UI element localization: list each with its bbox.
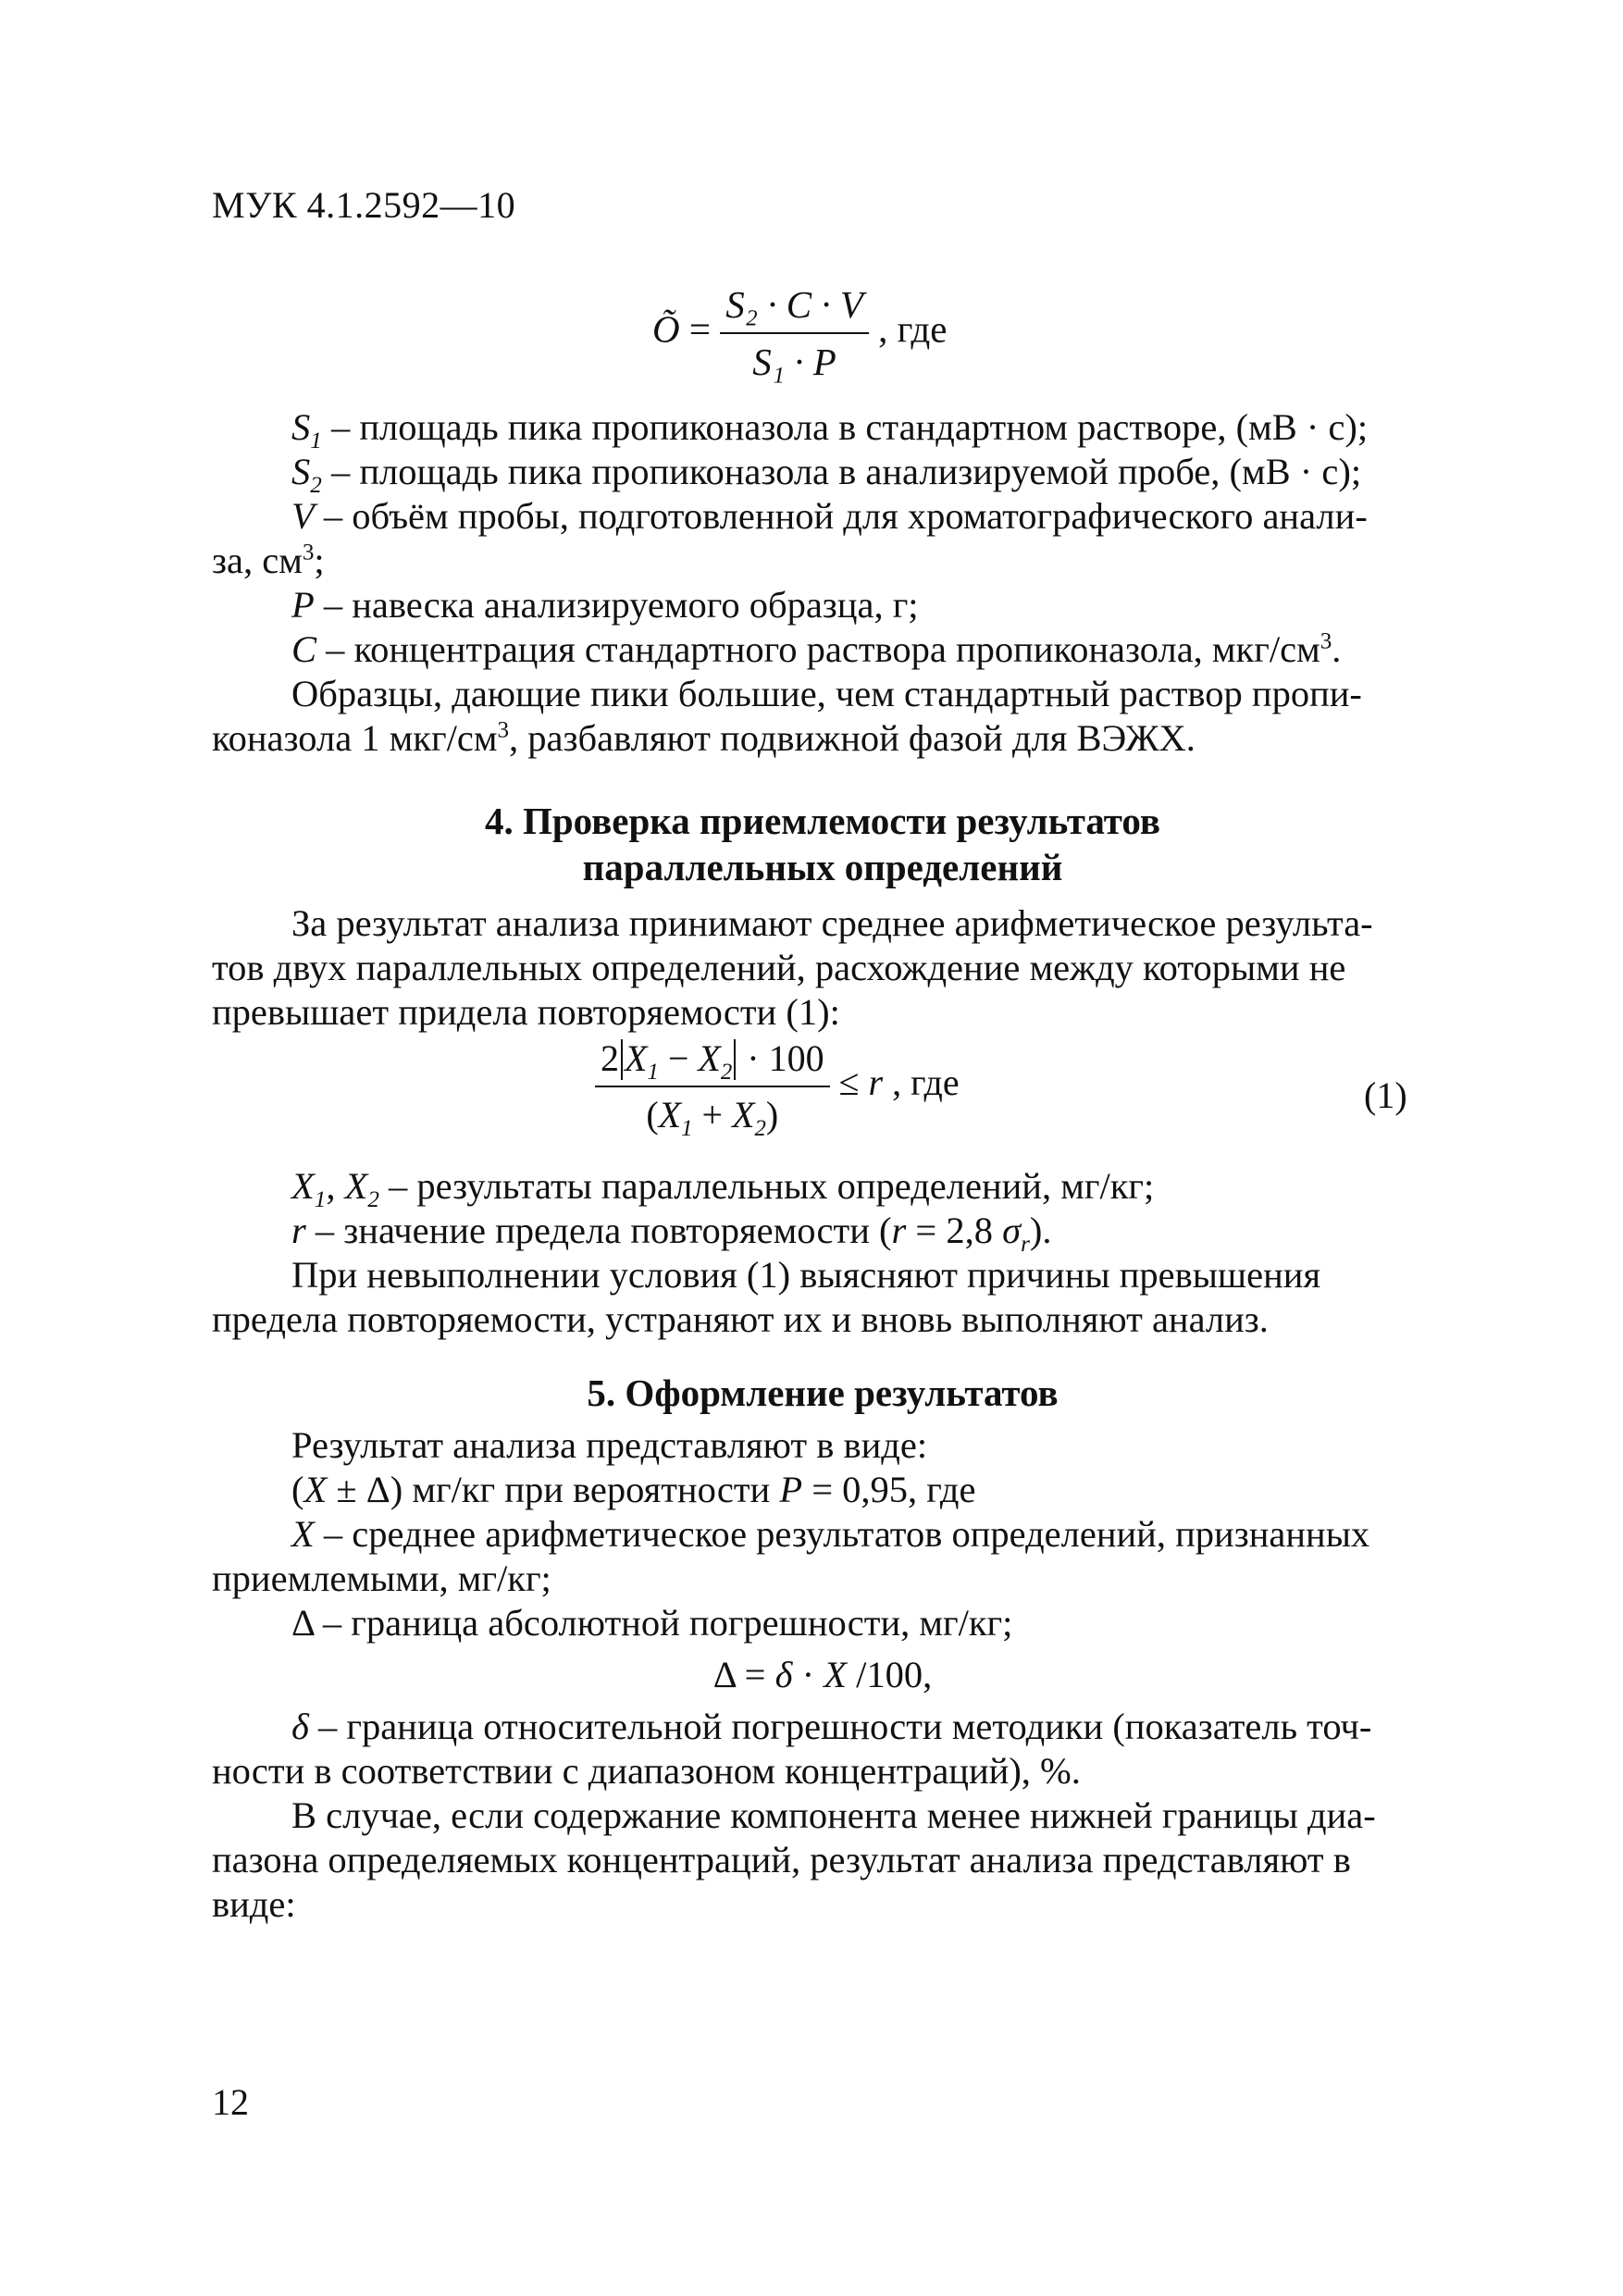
t: ± Δ) мг/кг при вероятности	[327, 1469, 780, 1510]
s4-p1-line2: тов двух параллельных определений, расхождение между которыми не	[212, 947, 1346, 988]
s5-l4: приемлемыми, мг/кг;	[212, 1558, 551, 1599]
s5-l7: ности в соответствии с диапазоном концентраций), %.	[212, 1750, 1081, 1792]
section-4-defs	[212, 1164, 1433, 1342]
section-5	[212, 1370, 1433, 1927]
sub: r	[1021, 1232, 1030, 1258]
formula-1-fraction	[595, 1036, 830, 1141]
formula-1-numerator	[595, 1036, 830, 1087]
formula-lhs: Õ	[652, 307, 680, 351]
s5-l1: Результат анализа представляют в виде:	[291, 1424, 928, 1466]
sym-v: V	[291, 495, 315, 537]
t: ·	[792, 1654, 824, 1695]
sym-s: S	[291, 406, 311, 448]
formula-1-rel: ≤	[838, 1061, 869, 1104]
sym-p: P	[291, 584, 315, 626]
def-text: – площадь пика пропиконазола в стандартном растворе, (мВ · с);	[321, 406, 1369, 448]
s5-l5: Δ – граница абсолютной погрешности, мг/кг;	[291, 1602, 1013, 1644]
s5-l10: виде:	[212, 1883, 296, 1925]
def-text: – площадь пика пропиконазола в анализируемой пробе, (мВ · с);	[321, 451, 1362, 492]
t: – среднее арифметическое результатов определений, признанных	[314, 1513, 1370, 1555]
def-text: за, см	[212, 540, 303, 581]
def-text: – навеска анализируемого образца, г;	[314, 584, 919, 626]
def-c	[212, 627, 1433, 672]
sub: 1	[310, 428, 322, 454]
def-r	[212, 1209, 1433, 1258]
sub: 2	[720, 1060, 733, 1085]
sym-s: S	[291, 451, 311, 492]
document-code: МУК 4.1.2592—10	[212, 184, 516, 226]
def-s2	[212, 450, 1433, 499]
t: X	[824, 1654, 847, 1695]
page-number: 12	[212, 2081, 249, 2123]
t: – результаты параллельных определений, мг/кг;	[378, 1165, 1155, 1207]
t: = 2,8	[906, 1210, 1003, 1251]
def-p	[212, 583, 1433, 627]
text: , разбавляют подвижной фазой для ВЭЖХ.	[509, 717, 1196, 759]
section-5-title: 5. Оформление результатов	[587, 1371, 1059, 1414]
t: δ	[774, 1654, 793, 1695]
formula-concentration	[652, 282, 947, 384]
t: – граница относительной погрешности методики (показатель точ-	[308, 1706, 1372, 1747]
samples-line1: Образцы, дающие пики большие, чем стандартный раствор пропи-	[291, 673, 1362, 714]
abs-bar-right	[734, 1039, 736, 1080]
section-4-title-line2: параллельных определений	[582, 846, 1063, 888]
t: X	[344, 1165, 368, 1207]
def-s1	[212, 405, 1433, 454]
sub: 1	[314, 1187, 327, 1213]
t: r	[891, 1210, 907, 1251]
abs-bar-left	[621, 1039, 623, 1080]
t: (	[646, 1094, 659, 1136]
t: (	[291, 1469, 304, 1510]
definitions-block	[212, 405, 1433, 761]
def-text: ;	[314, 540, 325, 581]
sup: 3	[497, 717, 510, 743]
section-4	[212, 798, 1433, 1035]
sub: 2	[754, 1116, 766, 1141]
t: – значение предела повторяемости (	[305, 1210, 892, 1251]
s5-l8: В случае, если содержание компонента менее нижней границы диа-	[291, 1794, 1376, 1836]
formula-repeatability	[595, 1036, 960, 1141]
t: /100,	[846, 1654, 933, 1695]
s4-p1-line1: За результат анализа принимают среднее арифметическое результа-	[291, 902, 1373, 944]
s4-p2-line1: При невыполнении условия (1) выясняют причины превышения	[291, 1254, 1321, 1296]
t: 2	[601, 1037, 619, 1079]
t: σ	[1002, 1210, 1022, 1251]
t: +	[692, 1094, 733, 1136]
s5-l6	[212, 1705, 1433, 1749]
def-text: .	[1332, 628, 1342, 670]
t: −	[658, 1037, 699, 1079]
section-4-title-line1: 4. Проверка приемлемости результатов	[484, 800, 1161, 842]
formula-1-r: r	[868, 1061, 884, 1104]
formula-1-number: (1)	[1364, 1074, 1407, 1116]
formula-eq: =	[688, 307, 711, 351]
sub: 2	[310, 473, 322, 499]
s5-l9: пазона определяемых концентраций, результат анализа представляют в	[212, 1839, 1351, 1880]
samples-line2	[212, 716, 1433, 761]
formula-1-denominator	[640, 1087, 784, 1141]
s4-p1-line3: превышает придела повторяемости (1):	[212, 991, 840, 1033]
t: X	[625, 1037, 648, 1079]
def-v	[212, 494, 1433, 539]
t: r	[291, 1210, 306, 1251]
def-x	[212, 1164, 1433, 1213]
formula-denominator: S₁ · P	[752, 341, 836, 383]
text: коназола 1 мкг/см	[212, 717, 498, 759]
t: X	[698, 1037, 721, 1079]
def-v-cont	[212, 539, 1433, 583]
sup: 3	[302, 540, 315, 565]
sym-c: C	[291, 628, 317, 670]
t: X	[658, 1094, 682, 1136]
formula-tail: , где	[878, 307, 948, 351]
t: δ	[291, 1706, 309, 1747]
t: ,	[326, 1165, 345, 1207]
sub: 1	[681, 1116, 693, 1141]
s5-formula	[212, 1653, 1433, 1697]
t: P	[779, 1469, 803, 1510]
sub: 2	[367, 1187, 379, 1213]
t: X	[304, 1469, 328, 1510]
def-text: – концентрация стандартного раствора пропиконазола, мкг/см	[316, 628, 1320, 670]
t: X	[291, 1513, 315, 1555]
t: Δ =	[712, 1654, 775, 1695]
s4-p2-line2: предела повторяемости, устраняют их и вновь выполняют анализ.	[212, 1298, 1269, 1340]
t: X	[291, 1165, 315, 1207]
sup: 3	[1319, 628, 1332, 654]
t: X	[732, 1094, 755, 1136]
formula-fraction	[720, 282, 869, 384]
t: = 0,95, где	[802, 1469, 976, 1510]
sub: 1	[647, 1060, 659, 1085]
s5-l3	[212, 1512, 1433, 1557]
t: ).	[1029, 1210, 1052, 1251]
def-text: – объём пробы, подготовленной для хроматографического анали-	[314, 495, 1368, 537]
formula-numerator: S₂ · C · V	[720, 282, 869, 334]
t: )	[765, 1094, 779, 1136]
formula-1-tail: , где	[883, 1061, 960, 1104]
s5-l2	[212, 1468, 1433, 1512]
t: · 100	[737, 1037, 824, 1079]
